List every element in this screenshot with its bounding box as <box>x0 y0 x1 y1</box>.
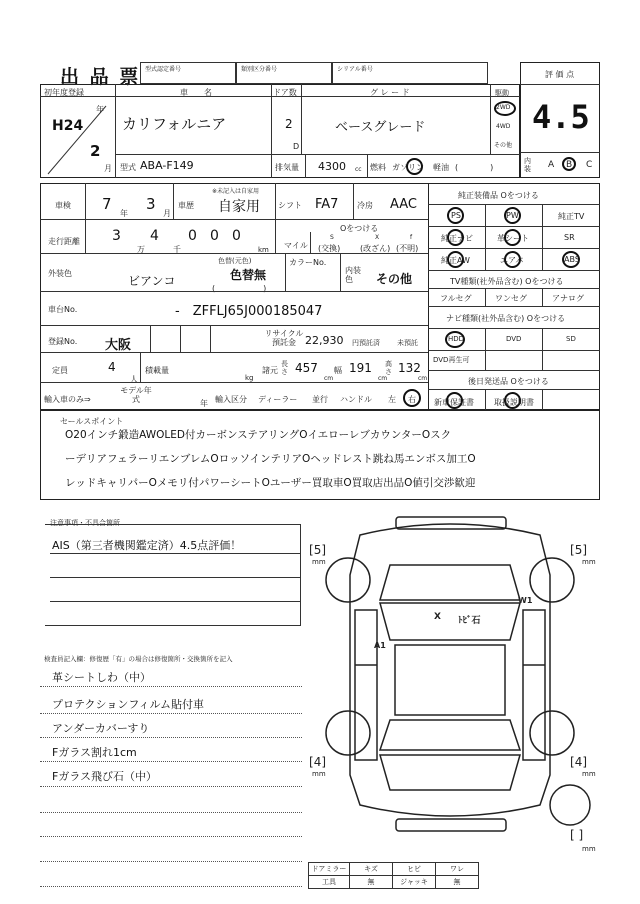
color-paren: ( ) <box>212 284 267 293</box>
sales-points-label: セールスポイント <box>60 417 124 426</box>
drive-2wd: 2WD <box>496 104 511 111</box>
legend-table <box>308 862 479 889</box>
capacity-unit: 人 <box>130 375 138 384</box>
color-no-label: カラーNo. <box>289 258 327 267</box>
rear-glass-outline <box>380 720 520 750</box>
fuel-diesel: 軽油 <box>433 163 449 172</box>
tv-oneseg: ワンセグ <box>495 294 527 303</box>
model-year-label: モデル年式 <box>120 386 152 404</box>
first-reg-month-unit: 月 <box>104 164 112 173</box>
right-side-outline <box>523 610 545 760</box>
inspector-line-5: Fガラス飛び石（中） <box>52 770 157 783</box>
later-warranty: 新車保証書 <box>434 398 474 407</box>
inspector-label: 検査員記入欄：修復歴「有」の場合は修復箇所・交換箇所を記入 <box>44 655 233 663</box>
legend-tool-value: 無 <box>350 876 393 889</box>
door-unit: D <box>293 142 300 151</box>
category-label: 類別区分番号 <box>241 66 278 73</box>
mile-f: f <box>410 234 413 241</box>
sales-line-2: ーデリアフェラーリエンブレムOロッソインテリアOヘッドレスト跳ね馬エンボス加工O <box>65 453 476 465</box>
history-label: 車歴 <box>178 201 194 210</box>
nav-title: ナビ種類(社外品含む) Oをつける <box>446 314 566 323</box>
length-label: 長さ <box>281 360 288 376</box>
drive-4wd: 4WD <box>496 123 511 130</box>
fuel-gasoline: ガソリン <box>392 163 424 172</box>
tread-front-left: [5] <box>309 543 327 557</box>
drive-label: 駆動 <box>495 89 509 97</box>
mileage-digit-1: 3 <box>112 228 121 244</box>
legend-jack-label: ジャッキ <box>393 876 436 889</box>
width-value: 191 <box>349 361 372 375</box>
first-reg-era: H24 <box>52 118 84 134</box>
import-category-label: 輸入区分 <box>215 395 247 404</box>
equip-aw: 純正AW <box>441 256 470 265</box>
caution-text: AIS（第三者機関鑑定済）4.5点評価！ <box>52 539 242 552</box>
import-dealer: ディーラー <box>258 395 298 404</box>
rear-bumper-outline <box>396 819 506 831</box>
model-label: 型式 <box>120 163 136 172</box>
mileage-label: 走行距離 <box>48 237 80 246</box>
mileage-digit-4: 0 <box>210 228 219 244</box>
equip-pw: PW <box>506 211 519 220</box>
capacity-label: 定員 <box>52 366 68 375</box>
inspector-line-1: 革シートしわ（中） <box>52 671 151 684</box>
car-name-label: 車 名 <box>180 88 212 97</box>
tv-title: TV種類(社外品含む) Oをつける <box>450 277 564 286</box>
score-value: 4.5 <box>532 98 590 136</box>
first-reg-year-unit: 年 <box>96 105 104 114</box>
legend-tool-label: 工具 <box>309 876 350 889</box>
tread-rear-left: [4] <box>309 755 327 769</box>
equipment-title: 純正装備品 Oをつける <box>458 191 539 200</box>
shift-label: シフト <box>278 201 302 210</box>
tv-fullseg: フルセグ <box>440 294 472 303</box>
mileage-digit-5: 0 <box>232 228 241 244</box>
trunk-outline <box>380 755 520 790</box>
front-bumper-outline <box>396 517 506 529</box>
drive-other: その他 <box>494 142 513 149</box>
exterior-label: 外装色 <box>48 269 72 278</box>
tread-front-right-mm: mm <box>582 558 596 566</box>
height-value: 132 <box>398 361 421 375</box>
height-label: 高さ <box>385 360 392 376</box>
shift-value: FA7 <box>315 197 339 212</box>
mile-x-text: (改ざん) <box>360 244 391 253</box>
car-body-outline <box>350 524 550 816</box>
grade-label: グ レ ー ド <box>370 88 410 97</box>
tread-spare-mm: mm <box>582 845 596 853</box>
height-cm: cm <box>418 375 428 382</box>
wheel-front-left <box>326 558 370 602</box>
inspector-line-2: プロテクションフィルム貼付車 <box>52 698 205 711</box>
equip-nav: 純正ナビ <box>441 234 473 243</box>
legend-header-crack: ヒビ <box>393 863 436 876</box>
later-title: 後日発送品 Oをつける <box>468 377 549 386</box>
tread-rear-left-mm: mm <box>312 770 326 778</box>
model-year-unit: 年 <box>200 399 208 408</box>
later-manual: 取扱説明書 <box>494 398 534 407</box>
capacity-value: 4 <box>108 360 116 374</box>
mileage-digit-2: 4 <box>150 228 159 244</box>
damage-mark-windshield-x: X <box>434 612 441 622</box>
registration-value: 大阪 <box>105 338 132 353</box>
tread-front-left-mm: mm <box>312 558 326 566</box>
sales-line-3: レッドキャリパーOメモリ付パワーシートOユーザー買取車O買取店出品O値引交渉歓迎 <box>65 477 476 489</box>
left-side-outline <box>355 610 377 760</box>
fuel-gasoline-circle <box>406 158 423 175</box>
wheel-rear-right <box>530 711 574 755</box>
interior-grade-label: 内装 <box>524 157 531 173</box>
fuel-label: 燃料 <box>370 163 386 172</box>
car-damage-diagram <box>300 505 600 845</box>
grade-value: ベースグレード <box>335 120 426 135</box>
damage-mark-w1: W1 <box>518 596 533 605</box>
mileage-man: 万 <box>137 245 145 254</box>
first-registration-label: 初年度登録 <box>44 88 84 97</box>
caution-label: 注意事項・不具合箇所 <box>50 519 120 527</box>
nav-hdd: HDD <box>448 335 465 343</box>
interior-color-label: 内装色 <box>345 266 361 284</box>
legend-header-break: ワレ <box>436 863 479 876</box>
tv-analog: アナログ <box>552 294 584 303</box>
displacement-label: 排気量 <box>275 163 299 172</box>
inspection-year-unit: 年 <box>120 209 128 218</box>
fuel-other-paren: ( ) <box>455 163 494 172</box>
windshield-outline <box>380 603 520 640</box>
inspection-month-unit: 月 <box>163 209 171 218</box>
wheel-front-right <box>530 558 574 602</box>
recycle-label: リサイクル預託金 <box>264 329 304 347</box>
model-value: ABA-F149 <box>140 159 194 172</box>
ac-value: AAC <box>390 197 417 212</box>
mile-s-text: (交換) <box>318 244 341 253</box>
mileage-sen: 千 <box>173 245 181 254</box>
dvd-play-label: DVD再生可 <box>433 356 470 364</box>
import-label: 輸入車のみ⇒ <box>44 395 91 404</box>
mile-label: マイル <box>284 241 308 250</box>
mile-circle-note: Oをつける <box>340 224 379 233</box>
equip-ps: PS <box>451 211 461 220</box>
hood-outline <box>380 565 520 600</box>
legend-header-mirror: ドアミラー <box>309 863 350 876</box>
sales-line-1: O20インチ鍛造AWOLED付カーボンステアリングOイエローレブカウンターOスク <box>65 429 452 441</box>
wheel-spare <box>550 785 590 825</box>
import-parallel: 並行 <box>312 395 328 404</box>
interior-grade-a: A <box>548 160 555 170</box>
length-value: 457 <box>295 361 318 375</box>
nav-dvd: DVD <box>506 335 522 343</box>
color-change-value: 色替無 <box>230 268 267 282</box>
equip-leather: 革シート <box>497 234 529 243</box>
inspection-year: 7 <box>102 195 112 213</box>
tread-spare: [ ] <box>570 828 584 842</box>
score-label: 評 価 点 <box>545 70 575 79</box>
load-kg: kg <box>245 374 254 382</box>
recycle-paid: 円預託済 <box>352 339 380 347</box>
chassis-label: 車台No. <box>48 305 78 314</box>
interior-grade-c: C <box>586 160 593 170</box>
doors-value: 2 <box>285 117 293 131</box>
width-label: 幅 <box>334 366 342 375</box>
inspection-month: 3 <box>146 195 156 213</box>
wheel-rear-left <box>326 711 370 755</box>
length-cm: cm <box>324 375 334 382</box>
ac-label: 冷房 <box>357 201 373 210</box>
equip-tv: 純正TV <box>558 212 585 221</box>
mile-f-text: (不明) <box>396 244 419 253</box>
equip-abs: ABS <box>564 255 580 264</box>
model-cert-label: 型式認定番号 <box>145 66 182 73</box>
damage-mark-a1: A1 <box>374 641 386 650</box>
tread-front-right: [5] <box>570 543 588 557</box>
mileage-digit-3: 0 <box>188 228 197 244</box>
chassis-value: - ZFFLJ65J000185047 <box>175 304 323 319</box>
legend-header-scratch: キズ <box>350 863 393 876</box>
dims-label: 諸元 <box>262 366 278 375</box>
inspection-label: 車検 <box>55 201 71 210</box>
legend-jack-value: 無 <box>436 876 479 889</box>
mile-s: S <box>330 234 334 241</box>
exterior-value: ビアンコ <box>128 274 176 288</box>
equip-airbag: エアバ <box>500 256 524 265</box>
nav-sd: SD <box>566 335 576 343</box>
handle-label: ハンドル <box>340 395 372 404</box>
color-orig-label: 色替(元色) <box>218 257 252 265</box>
interior-grade-b: B <box>566 160 573 170</box>
displacement-value: 4300 <box>318 160 346 173</box>
car-name: カリフォルニア <box>122 115 227 133</box>
handle-left: 左 <box>388 395 396 404</box>
doors-label: ドア数 <box>273 88 297 97</box>
inspector-line-3: アンダーカバーすり <box>52 722 150 735</box>
first-reg-month: 2 <box>90 142 101 160</box>
serial-label: シリアル番号 <box>337 66 373 73</box>
document-title: 出 品 票 <box>60 66 141 88</box>
damage-mark-windshield: ﾄﾋﾞ石 <box>458 616 481 626</box>
roof-outline <box>395 645 505 715</box>
tread-rear-right: [4] <box>570 755 588 769</box>
load-label: 積載量 <box>145 366 169 375</box>
equip-sr: SR <box>564 233 575 242</box>
mileage-km: km <box>258 246 269 254</box>
handle-right: 右 <box>408 395 416 404</box>
interior-color-value: その他 <box>376 272 413 286</box>
history-note: ※未記入は自家用 <box>212 188 260 195</box>
registration-label: 登録No. <box>48 337 78 346</box>
width-cm: cm <box>378 375 388 382</box>
mile-x: X <box>375 234 380 241</box>
history-value: 自家用 <box>218 199 260 215</box>
recycle-unpaid: 未預託 <box>397 339 418 347</box>
cc-unit: cc <box>355 166 362 173</box>
recycle-value: 22,930 <box>305 334 344 347</box>
inspector-line-4: Fガラス割れ1cm <box>52 746 137 759</box>
tread-rear-right-mm: mm <box>582 770 596 778</box>
